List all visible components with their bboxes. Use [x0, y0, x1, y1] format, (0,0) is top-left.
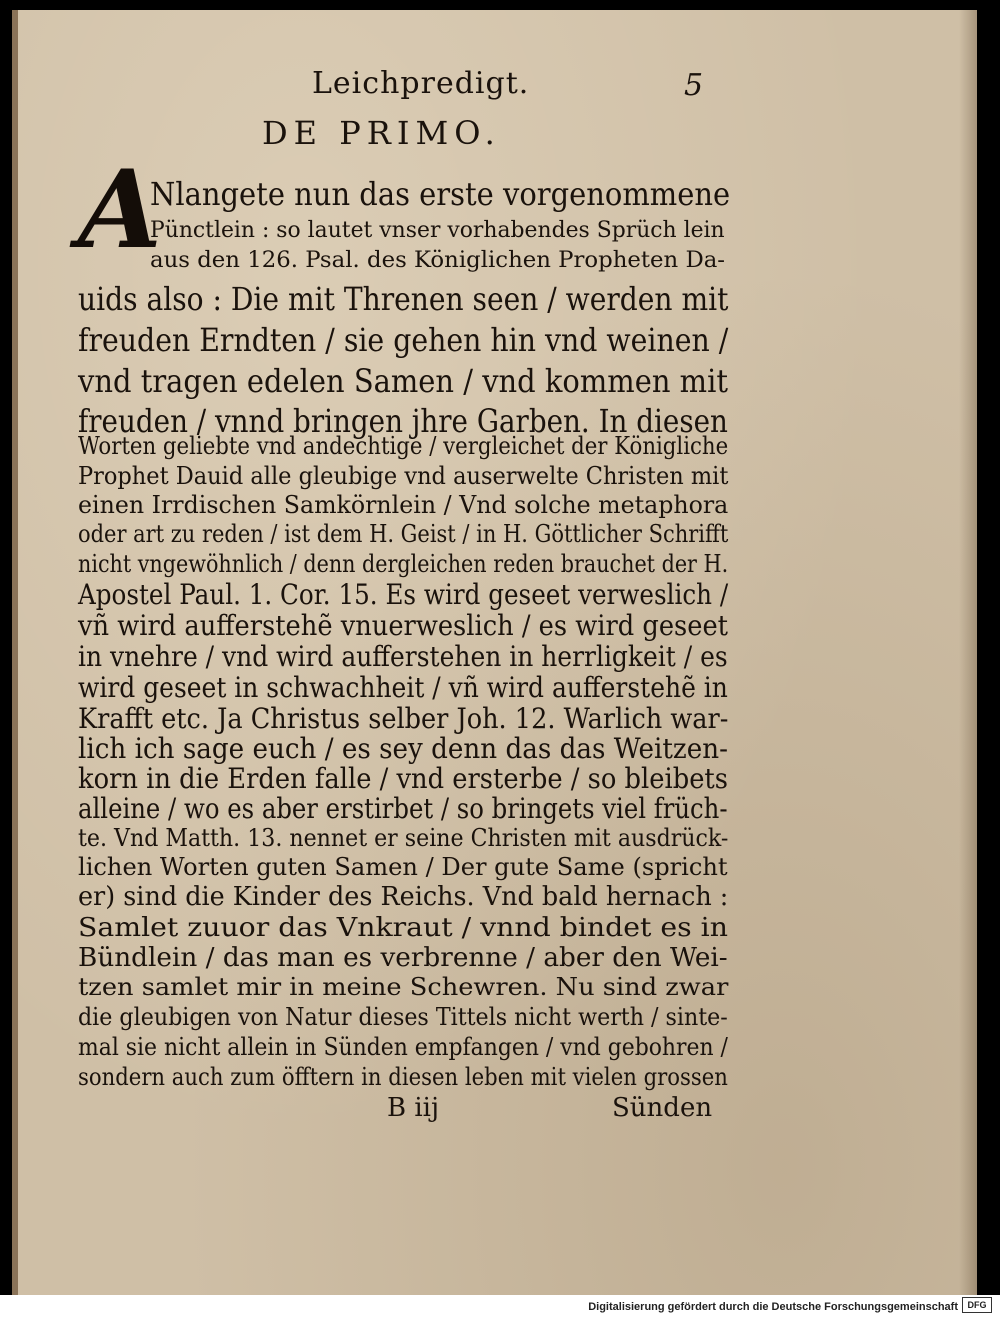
dfg-logo: DFG — [962, 1297, 992, 1313]
text-line: uids also : Die mit Threnen seen / werden mit — [78, 280, 729, 318]
text-line: Bündlein / das man es verbrenne / aber den Wei- — [78, 943, 728, 973]
text-line: lichen Worten guten Samen / Der gute Same (spricht — [78, 853, 728, 881]
text-line: freuden Erndten / sie gehen hin vnd weinen / — [78, 321, 729, 359]
text-line: oder art zu reden / ist dem H. Geist / in H. Göttlicher Schrifft — [78, 520, 729, 548]
text-line: wird geseet in schwachheit / vñ wird aufferstehẽ in — [78, 671, 728, 704]
text-line: Nlangete nun das erste vorgenommene — [150, 175, 731, 213]
text-line: vnd tragen edelen Samen / vnd kommen mit — [78, 362, 728, 400]
text-line: korn in die Erden falle / vnd ersterbe / so bleibets — [78, 762, 728, 795]
text-line: nicht vngewöhnlich / denn dergleichen reden brauchet der H. — [78, 550, 729, 578]
text-line: Prophet Dauid alle gleubige vnd auserwelte Christen mit — [78, 462, 729, 490]
page-left-edge — [12, 10, 18, 1295]
drop-initial: A — [78, 147, 162, 273]
section-title: DE PRIMO. — [262, 114, 501, 152]
text-line: lich ich sage euch / es sey denn das das Weitzen- — [78, 732, 728, 765]
signature-mark: B iij — [387, 1093, 440, 1123]
page-number: 5 — [684, 68, 704, 103]
text-line: Krafft etc. Ja Christus selber Joh. 12. Warlich war- — [78, 702, 729, 735]
text-line: die gleubigen von Natur dieses Tittels nicht werth / sinte- — [78, 1003, 728, 1031]
text-line: Worten geliebte vnd andechtige / vergleichet der Königliche — [78, 432, 729, 460]
text-line: er) sind die Kinder des Reichs. Vnd bald hernach : — [78, 882, 729, 912]
text-line: mal sie nicht allein in Sünden empfangen / vnd gebohren / — [78, 1033, 728, 1061]
text-line: te. Vnd Matth. 13. nennet er seine Christen mit ausdrück- — [78, 824, 729, 852]
running-head: Leichpredigt. — [312, 66, 530, 101]
book-page — [12, 10, 977, 1295]
text-line: freuden / vnnd bringen jhre Garben. In diesen — [78, 402, 728, 440]
text-line: vñ wird aufferstehẽ vnuerweslich / es wird geseet — [78, 609, 728, 642]
catchword: Sünden — [612, 1093, 713, 1123]
text-line: einen Irrdischen Samkörnlein / Vnd solche metaphora — [78, 491, 729, 519]
text-line: tzen samlet mir in meine Schewren. Nu sind zwar — [78, 973, 729, 1001]
text-line: Apostel Paul. 1. Cor. 15. Es wird geseet verweslich / — [78, 578, 729, 611]
text-line: Pünctlein : so lautet vnser vorhabendes Sprüch lein — [150, 218, 725, 243]
text-line: Samlet zuuor das Vnkraut / vnnd bindet es in — [78, 913, 728, 943]
text-line: alleine / wo es aber erstirbet / so bringets viel früch- — [78, 792, 728, 825]
page-right-shadow — [959, 10, 977, 1295]
text-line: sondern auch zum öfftern in diesen leben mit vielen grossen — [78, 1063, 728, 1091]
footer-credit: Digitalisierung gefördert durch die Deutsche Forschungsgemeinschaft — [588, 1301, 958, 1313]
text-line: in vnehre / vnd wird aufferstehen in herrligkeit / es — [78, 640, 728, 673]
text-line: aus den 126. Psal. des Königlichen Propheten Da- — [150, 248, 726, 273]
footer-bar — [0, 1295, 1000, 1317]
